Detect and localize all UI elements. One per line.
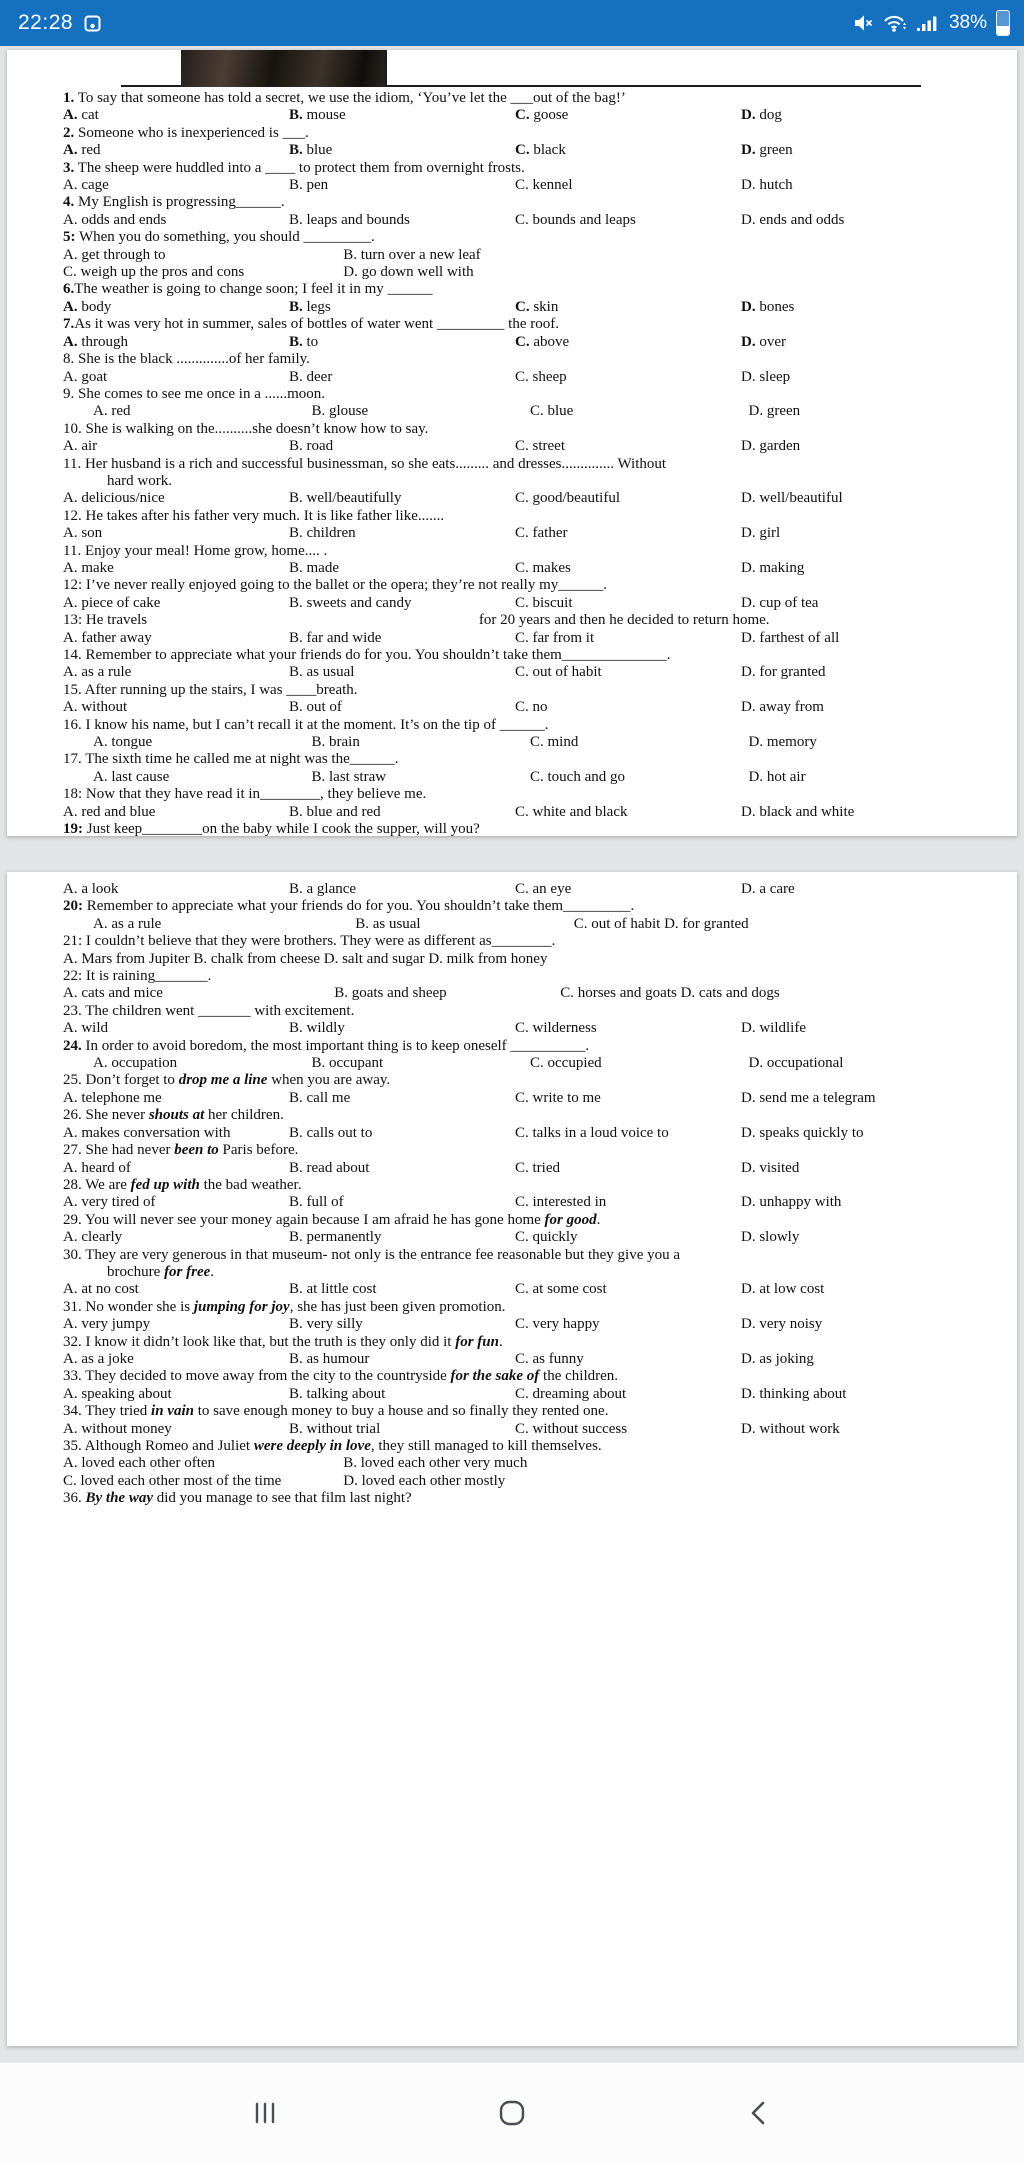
option-cell: D. visited <box>741 1159 800 1176</box>
option-cell: C. out of habit D. for granted <box>573 915 749 932</box>
options-row <box>63 1229 967 1246</box>
option-cell: D. farthest of all <box>741 629 840 646</box>
question-line: 7.As it was very hot in summer, sales of bottles of water went _________ the roof. <box>63 316 559 333</box>
options-row <box>63 490 967 507</box>
status-bar[interactable] <box>0 0 1024 46</box>
clock: 22:28 <box>18 11 74 34</box>
options-row <box>63 1090 967 1107</box>
option-cell: B. turn over a new leaf <box>343 246 481 263</box>
question-line: 19: Just keep________on the baby while I cook the supper, will you? <box>63 821 480 836</box>
option-cell: B. glouse <box>311 403 369 420</box>
question-line: 3. The sheep were huddled into a ____ to protect them from overnight frosts. <box>63 159 525 176</box>
options-row <box>63 560 967 577</box>
option-cell: B. far and wide <box>289 629 382 646</box>
option-cell: C. no <box>515 699 548 716</box>
question-line: 1. To say that someone has told a secret, we use the idiom, ‘You’ve let the ___out of the bag!’ <box>63 90 626 106</box>
option-cell: C. goose <box>515 107 569 124</box>
option-cell: C. far from it <box>515 629 595 646</box>
option-cell: A. wild <box>63 1020 108 1037</box>
option-cell: A. cat <box>63 107 99 124</box>
option-cell: D. green <box>741 142 793 159</box>
question-line: 15. After running up the stairs, I was ____breath. <box>63 681 358 698</box>
question-line: 22: It is raining_______. <box>63 968 212 985</box>
options-row <box>63 1160 967 1177</box>
question-line: 18: Now that they have read it in________, they believe me. <box>63 786 427 803</box>
option-cell: A. get through to <box>63 246 166 263</box>
option-cell: B. permanently <box>289 1229 382 1246</box>
option-cell: B. wildly <box>289 1020 345 1037</box>
option-cell: B. talking about <box>289 1385 386 1402</box>
option-cell: D. memory <box>748 734 817 751</box>
option-cell: D. sleep <box>741 368 791 385</box>
option-cell: A. as a joke <box>63 1350 134 1367</box>
options-row <box>63 1020 967 1037</box>
option-cell: D. loved each other mostly <box>343 1472 506 1489</box>
option-cell: D. ends and odds <box>741 211 845 228</box>
options-row <box>63 142 967 159</box>
question-line: 11. Her husband is a rich and successful businessman, so she eats......... and dresses.............. Without <box>63 455 667 472</box>
option-cell: A. father away <box>63 629 152 646</box>
option-cell: A. without <box>63 699 128 716</box>
question-line: 30. They are very generous in that museum- not only is the entrance fee reasonable but they give you a <box>63 1246 681 1263</box>
option-cell: A. goat <box>63 368 108 385</box>
option-cell: B. out of <box>289 699 342 716</box>
page-separator <box>7 836 1017 872</box>
option-cell: C. interested in <box>515 1194 607 1211</box>
option-cell: C. without success <box>515 1420 628 1437</box>
question-line: 8. She is the black ..............of her family. <box>63 351 310 368</box>
question-line: 9. She comes to see me once in a ......moon. <box>63 385 326 402</box>
question-line: 11. Enjoy your meal! Home grow, home.... . <box>63 542 328 559</box>
options-row <box>63 525 967 542</box>
option-cell: A. odds and ends <box>63 211 167 228</box>
option-cell: D. garden <box>741 438 801 455</box>
options-row <box>63 247 967 264</box>
option-cell: A. tongue <box>93 734 153 751</box>
question-line: 23. The children went _______ with excitement. <box>63 1002 355 1019</box>
option-cell: A. very tired of <box>63 1194 156 1211</box>
text-segment: 13: He travels <box>63 612 148 629</box>
option-cell: B. legs <box>289 298 331 315</box>
option-cell: D. without work <box>741 1420 840 1437</box>
option-cell: D. thinking about <box>741 1385 847 1402</box>
option-cell: A. as a rule <box>93 915 162 932</box>
option-cell: B. to <box>289 333 319 350</box>
document-page-1 <box>7 50 1017 836</box>
options-row <box>63 107 967 124</box>
option-cell: D. send me a telegram <box>741 1089 876 1106</box>
option-cell: A. loved each other often <box>63 1455 216 1472</box>
question-line: hard work. <box>107 472 172 489</box>
option-cell: D. well/beautiful <box>741 490 843 507</box>
option-cell: D. hutch <box>741 177 793 194</box>
option-cell: D. cup of tea <box>741 594 819 611</box>
option-cell: C. touch and go <box>530 768 625 785</box>
option-cell: D. wildlife <box>741 1020 806 1037</box>
option-cell: A. air <box>63 438 98 455</box>
embedded-photo <box>181 50 387 87</box>
option-cell: B. well/beautifully <box>289 490 402 507</box>
option-cell: C. makes <box>515 559 571 576</box>
option-cell: A. body <box>63 298 112 315</box>
question-line: 10. She is walking on the..........she doesn’t know how to say. <box>63 420 429 437</box>
option-cell: C. dreaming about <box>515 1385 627 1402</box>
option-cell: B. without trial <box>289 1420 381 1437</box>
option-cell: A. red and blue <box>63 803 156 820</box>
option-cell: D. hot air <box>748 768 806 785</box>
option-cell: D. over <box>741 333 786 350</box>
options-row <box>63 1351 967 1368</box>
question-line: 14. Remember to appreciate what your friends do for you. You shouldn’t take them______________. <box>63 647 671 663</box>
options-row <box>63 1125 967 1142</box>
option-cell: C. loved each other most of the time <box>63 1472 282 1489</box>
option-cell: B. a glance <box>289 881 357 897</box>
option-cell: A. occupation <box>93 1055 178 1072</box>
option-cell: C. weigh up the pros and cons <box>63 264 245 281</box>
option-cell: A. a look <box>63 881 119 897</box>
options-row <box>63 769 967 786</box>
option-cell: C. kennel <box>515 177 573 194</box>
option-cell: C. mind <box>530 734 579 751</box>
option-cell: C. blue <box>530 403 574 420</box>
options-row <box>63 804 967 821</box>
options-row <box>63 334 967 351</box>
option-cell: A. cage <box>63 177 109 194</box>
options-row <box>63 985 967 1002</box>
option-cell: A. speaking about <box>63 1385 172 1402</box>
option-cell: C. above <box>515 333 570 350</box>
option-cell: A. heard of <box>63 1159 131 1176</box>
option-cell: A. red <box>63 142 101 159</box>
option-cell: A. delicious/nice <box>63 490 165 507</box>
option-cell: B. as usual <box>289 664 355 681</box>
option-cell: A. through <box>63 333 129 350</box>
wifi-icon <box>883 13 907 33</box>
battery-icon <box>996 10 1010 36</box>
options-row <box>63 299 967 316</box>
option-cell: B. made <box>289 559 339 576</box>
option-cell: D. as joking <box>741 1350 814 1367</box>
option-cell: B. call me <box>289 1089 351 1106</box>
option-cell: A. cats and mice <box>63 985 163 1002</box>
option-cell: A. at no cost <box>63 1281 139 1298</box>
option-cell: D. at low cost <box>741 1281 825 1298</box>
text-segment: for 20 years and then he decided to return home. <box>478 612 770 629</box>
option-cell: A. last cause <box>93 768 170 785</box>
options-row <box>63 881 967 898</box>
question-line: 17. The sixth time he called me at night was the______. <box>63 751 399 768</box>
option-cell: C. sheep <box>515 368 567 385</box>
question-line: 5: When you do something, you should _________. <box>63 229 375 246</box>
options-row <box>63 1455 967 1472</box>
option-cell: B. as usual <box>355 915 421 932</box>
battery-percent: 38% <box>948 12 987 33</box>
option-cell: C. talks in a loud voice to <box>515 1124 669 1141</box>
option-cell: B. as humour <box>289 1350 370 1367</box>
option-cell: C. an eye <box>515 881 572 897</box>
options-row <box>63 264 967 281</box>
option-cell: D. a care <box>741 881 795 897</box>
option-cell: D. girl <box>741 525 781 542</box>
option-cell: A. make <box>63 559 114 576</box>
option-cell: C. street <box>515 438 565 455</box>
options-row <box>63 595 967 612</box>
option-cell: B. read about <box>289 1159 370 1176</box>
option-cell: D. go down well with <box>343 264 474 281</box>
question-line: A. Mars from Jupiter B. chalk from cheese D. salt and sugar D. milk from honey <box>63 950 548 967</box>
question-line: 31. No wonder she is jumping for joy, she has just been given promotion. <box>63 1298 506 1315</box>
option-cell: C. write to me <box>515 1089 601 1106</box>
question-line: 12: I’ve never really enjoyed going to the ballet or the opera; they’re not really my______. <box>63 577 607 594</box>
option-cell: D. bones <box>741 298 795 315</box>
option-cell: A. makes conversation with <box>63 1124 231 1141</box>
option-cell: D. slowly <box>741 1229 800 1246</box>
options-row <box>63 734 967 751</box>
option-cell: D. speaks quickly to <box>741 1124 864 1141</box>
option-cell: D. for granted <box>741 664 826 681</box>
document-viewer[interactable] <box>0 46 1024 2062</box>
question-line: 33. They decided to move away from the city to the countryside for the sake of the children. <box>63 1368 619 1385</box>
question-line: 28. We are fed up with the bad weather. <box>63 1176 302 1193</box>
options-row <box>63 699 967 716</box>
options-row <box>63 1281 967 1298</box>
option-cell: A. telephone me <box>63 1089 162 1106</box>
question-line: 21: I couldn’t believe that they were brothers. They were as different as________. <box>63 933 556 950</box>
options-row <box>63 1386 967 1403</box>
cell-signal-icon <box>916 13 940 33</box>
option-cell: B. at little cost <box>289 1281 377 1298</box>
option-cell: B. children <box>289 525 356 542</box>
options-row <box>63 212 967 229</box>
option-cell: C. very happy <box>515 1316 600 1333</box>
options-row <box>63 1316 967 1333</box>
option-cell: D. away from <box>741 699 824 716</box>
options-row <box>63 1055 967 1072</box>
option-cell: C. as funny <box>515 1350 584 1367</box>
question-line: 2. Someone who is inexperienced is ___. <box>63 124 309 141</box>
option-cell: B. blue and red <box>289 803 381 820</box>
option-cell: C. black <box>515 142 566 159</box>
options-row <box>63 1473 967 1490</box>
option-cell: B. loved each other very much <box>343 1455 528 1472</box>
option-cell: A. clearly <box>63 1229 123 1246</box>
question-line: 25. Don’t forget to drop me a line when you are away. <box>63 1072 391 1089</box>
option-cell: C. horses and goats D. cats and dogs <box>560 985 780 1002</box>
option-cell: B. road <box>289 438 334 455</box>
option-cell: D. dog <box>741 107 782 124</box>
option-cell: C. good/beautiful <box>515 490 620 507</box>
option-cell: B. calls out to <box>289 1124 373 1141</box>
option-cell: C. out of habit <box>515 664 602 681</box>
option-cell: D. making <box>741 559 805 576</box>
option-cell: C. quickly <box>515 1229 578 1246</box>
option-cell: B. mouse <box>289 107 346 124</box>
option-cell: B. brain <box>311 734 360 751</box>
option-cell: D. very noisy <box>741 1316 823 1333</box>
mute-icon <box>852 13 874 33</box>
option-cell: D. green <box>748 403 801 420</box>
question-line: 36. By the way did you manage to see that film last night? <box>63 1490 412 1507</box>
question-line: 16. I know his name, but I can’t recall it at the moment. It’s on the tip of ______. <box>63 716 549 733</box>
question-line: 20: Remember to appreciate what your friends do for you. You shouldn’t take them_________. <box>63 898 635 915</box>
recents-button[interactable] <box>242 2090 288 2136</box>
question-line: 29. You will never see your money again because I am afraid he has gone home for good. <box>63 1211 601 1228</box>
question-line: 34. They tried in vain to save enough money to buy a house and so finally they rented one. <box>63 1403 609 1420</box>
options-row <box>63 1194 967 1211</box>
option-cell: C. biscuit <box>515 594 573 611</box>
option-cell: B. full of <box>289 1194 344 1211</box>
option-cell: D. black and white <box>741 803 855 820</box>
option-cell: C. white and black <box>515 803 628 820</box>
question-line: 26. She never shouts at her children. <box>63 1107 284 1124</box>
options-row <box>63 403 967 420</box>
option-cell: B. very silly <box>289 1316 363 1333</box>
question-line: 24. In order to avoid boredom, the most important thing is to keep oneself __________. <box>63 1037 590 1054</box>
option-cell: B. blue <box>289 142 333 159</box>
option-cell: C. occupied <box>530 1055 602 1072</box>
option-cell: B. last straw <box>311 768 387 785</box>
option-cell: A. as a rule <box>63 664 132 681</box>
option-cell: C. tried <box>515 1159 560 1176</box>
option-cell: D. unhappy with <box>741 1194 842 1211</box>
option-cell: B. goats and sheep <box>334 985 447 1002</box>
option-cell: C. father <box>515 525 568 542</box>
options-row <box>63 369 967 386</box>
option-cell: C. bounds and leaps <box>515 211 636 228</box>
question-line: brochure for free. <box>107 1263 215 1280</box>
option-cell: A. red <box>93 403 131 420</box>
options-row <box>63 916 967 933</box>
screen-record-icon <box>83 14 102 33</box>
options-row <box>63 177 967 194</box>
back-button[interactable] <box>736 2090 782 2136</box>
question-line: 12. He takes after his father very much. It is like father like....... <box>63 507 445 524</box>
options-row <box>63 664 967 681</box>
question-line: 35. Although Romeo and Juliet were deeply in love, they still managed to kill themselves. <box>63 1438 602 1454</box>
option-cell: B. deer <box>289 368 333 385</box>
option-cell: C. skin <box>515 298 559 315</box>
question-line: 4. My English is progressing______. <box>63 194 285 211</box>
option-cell: C. at some cost <box>515 1281 607 1298</box>
option-cell: A. piece of cake <box>63 594 161 611</box>
navigation-bar <box>0 2062 1024 2162</box>
document-page-2 <box>7 872 1017 2046</box>
embedded-image-frame <box>121 50 921 87</box>
options-row <box>63 612 967 629</box>
options-row <box>63 1421 967 1438</box>
option-cell: A. son <box>63 525 103 542</box>
option-cell: B. occupant <box>311 1055 384 1072</box>
options-row <box>63 438 967 455</box>
question-line: 32. I know it didn’t look like that, but the truth is they only did it for fun. <box>63 1333 503 1350</box>
option-cell: B. pen <box>289 177 329 194</box>
option-cell: C. wilderness <box>515 1020 597 1037</box>
options-row <box>63 630 967 647</box>
home-button[interactable] <box>488 2089 536 2137</box>
option-cell: A. very jumpy <box>63 1316 151 1333</box>
option-cell: D. occupational <box>748 1055 844 1072</box>
question-line: 6.The weather is going to change soon; I feel it in my ______ <box>63 281 433 298</box>
question-line: 27. She had never been to Paris before. <box>63 1142 299 1159</box>
option-cell: B. sweets and candy <box>289 594 412 611</box>
option-cell: A. without money <box>63 1420 172 1437</box>
option-cell: B. leaps and bounds <box>289 211 410 228</box>
